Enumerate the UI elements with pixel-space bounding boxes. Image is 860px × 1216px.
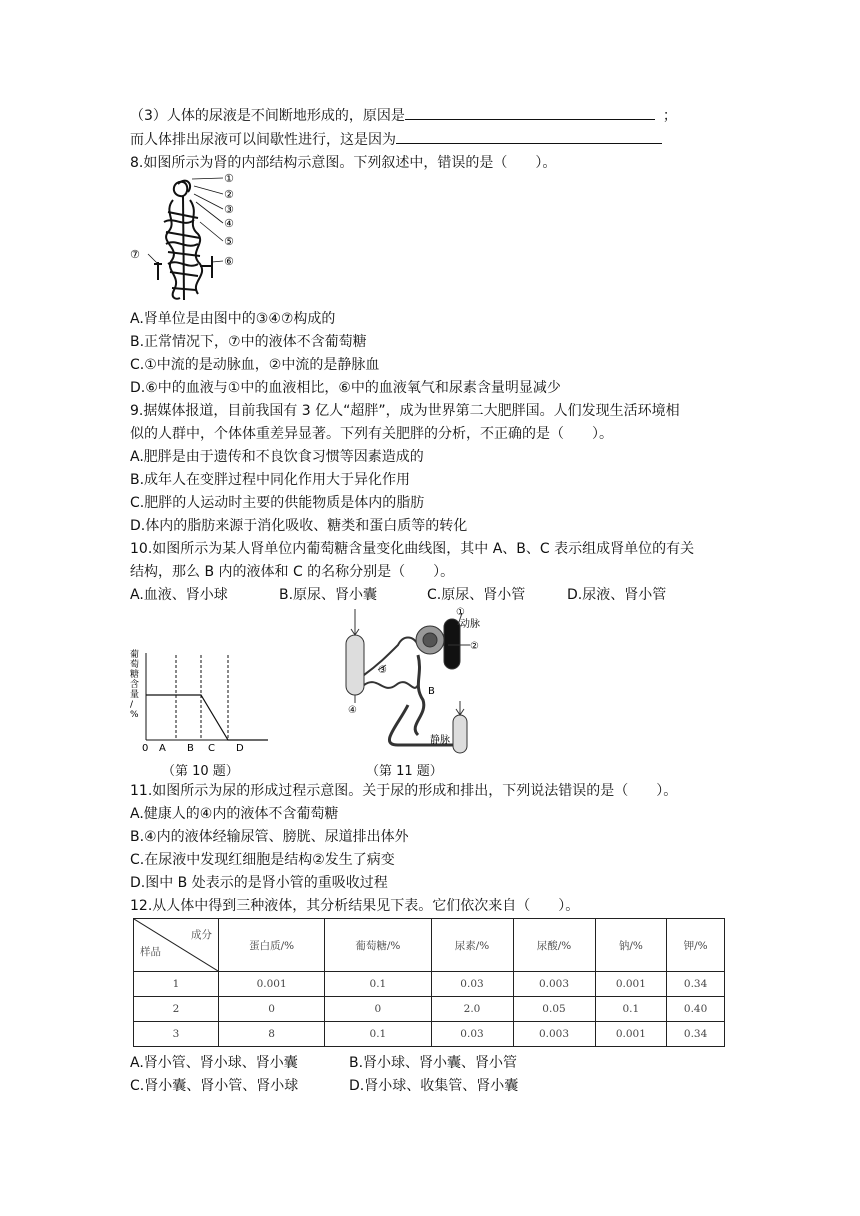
q11-option-b[interactable]: B.④内的液体经输尿管、膀胱、尿道排出体外 xyxy=(130,829,409,845)
glucose-chart xyxy=(126,645,276,755)
table-cell: 0.03 xyxy=(431,1022,513,1047)
q10-caption: （第 10 题） xyxy=(162,764,239,779)
q7-line2 xyxy=(130,129,662,151)
q9-option-c[interactable]: C.肥胖的人运动时主要的供能物质是体内的脂肪 xyxy=(130,495,425,511)
table-cell: 0.34 xyxy=(667,1022,725,1047)
table-cell: 0.001 xyxy=(595,1022,667,1047)
q10-option-a[interactable]: A.血液、肾小球 xyxy=(130,587,228,603)
table-corner-cell xyxy=(134,919,219,972)
q11-caption: （第 11 题） xyxy=(366,764,443,779)
q7-line1-text: （3）人体的尿液是不间断地形成的，原因是 xyxy=(130,108,405,124)
chart-ylabel-char: 葡 xyxy=(130,650,140,660)
q8-option-c[interactable]: C.①中流的是动脉血，②中流的是静脉血 xyxy=(130,357,380,373)
q12-option-c[interactable]: C.肾小囊、肾小管、肾小球 xyxy=(130,1078,299,1094)
table-header-uric-acid: 尿酸/% xyxy=(513,919,595,972)
fig8-label-2: ② xyxy=(224,188,234,201)
chart-ylabel-char: 糖 xyxy=(130,670,140,680)
q10-stem-1: 10.如图所示为某人肾单位内葡萄糖含量变化曲线图，其中 A、B、C 表示组成肾单位的有关 xyxy=(130,541,695,557)
table-header-urea: 尿素/% xyxy=(431,919,513,972)
q7-line2-text: 而人体排出尿液可以间歇性进行，这是因为 xyxy=(130,132,396,148)
table-cell: 0.003 xyxy=(513,972,595,997)
chart-x-tick: 0 xyxy=(142,743,149,754)
q12-option-a[interactable]: A.肾小管、肾小球、肾小囊 xyxy=(130,1055,298,1071)
table-cell: 0.001 xyxy=(595,972,667,997)
fig11-label-artery: 动脉 xyxy=(460,619,480,630)
q11-option-c[interactable]: C.在尿液中发现红细胞是结构②发生了病变 xyxy=(130,852,395,868)
q11-stem: 11.如图所示为尿的形成过程示意图。关于尿的形成和排出，下列说法错误的是（ ）。 xyxy=(130,783,678,799)
table-cell: 1 xyxy=(134,972,219,997)
table-cell: 2 xyxy=(134,997,219,1022)
table-row xyxy=(134,997,725,1022)
q9-option-a[interactable]: A.肥胖是由于遗传和不良饮食习惯等因素造成的 xyxy=(130,449,424,465)
chart-ylabel-char: 含 xyxy=(130,680,140,690)
table-cell: 3 xyxy=(134,1022,219,1047)
urine-formation-figure xyxy=(338,605,488,755)
fig8-label-5: ⑤ xyxy=(224,235,234,248)
q12-stem: 12.从人体中得到三种液体，其分析结果见下表。它们依次来自（ ）。 xyxy=(130,898,580,914)
table-cell: 0.03 xyxy=(431,972,513,997)
table-cell: 2.0 xyxy=(431,997,513,1022)
table-cell: 0 xyxy=(219,997,325,1022)
q11-option-d[interactable]: D.图中 B 处表示的是肾小管的重吸收过程 xyxy=(130,875,388,891)
fig11-label-vein: 静脉 xyxy=(430,735,450,746)
q12-option-d[interactable]: D.肾小球、收集管、肾小囊 xyxy=(349,1078,519,1094)
table-cell: 0.003 xyxy=(513,1022,595,1047)
table-cell: 0.05 xyxy=(513,997,595,1022)
table-cell: 0.34 xyxy=(667,972,725,997)
q9-option-b[interactable]: B.成年人在变胖过程中同化作用大于异化作用 xyxy=(130,472,411,488)
table-cell: 0.40 xyxy=(667,997,725,1022)
table-header-potassium: 钾/% xyxy=(667,919,725,972)
table-header-sodium: 钠/% xyxy=(595,919,667,972)
fig11-label-1: ① xyxy=(456,607,465,618)
q10-stem-2: 结构，那么 B 内的液体和 C 的名称分别是（ ）。 xyxy=(130,564,455,580)
q9-stem-1: 9.据媒体报道，目前我国有 3 亿人“超胖”，成为世界第二大肥胖国。人们发现生活环境相 xyxy=(130,403,680,419)
q11-option-a[interactable]: A.健康人的④内的液体不含葡萄糖 xyxy=(130,806,339,822)
chart-x-tick: D xyxy=(236,743,244,754)
table-cell: 0.1 xyxy=(325,972,431,997)
fig8-label-3: ③ xyxy=(224,203,234,216)
q7-line1-end: ； xyxy=(662,108,677,124)
table-cell: 0 xyxy=(325,997,431,1022)
answer-blank-2[interactable] xyxy=(396,129,662,144)
chart-ylabel xyxy=(130,648,139,720)
table-cell: 0.1 xyxy=(325,1022,431,1047)
fig11-label-3: ③ xyxy=(378,665,387,676)
chart-ylabel-char: / xyxy=(130,700,134,710)
fig8-label-6: ⑥ xyxy=(224,255,234,268)
q10-option-c[interactable]: C.原尿、肾小管 xyxy=(427,587,526,603)
table-corner-bottom: 样品 xyxy=(140,946,161,958)
chart-x-tick: C xyxy=(208,743,215,754)
table-corner-top: 成分 xyxy=(191,929,212,941)
q7-line1 xyxy=(130,105,677,127)
fig11-label-4: ④ xyxy=(348,705,357,716)
fig8-label-7: ⑦ xyxy=(130,248,140,261)
q12-option-b[interactable]: B.肾小球、肾小囊、肾小管 xyxy=(349,1055,518,1071)
answer-blank-1[interactable] xyxy=(405,105,655,120)
fig11-label-b: B xyxy=(428,686,435,697)
table-cell: 8 xyxy=(219,1022,325,1047)
chart-ylabel-char: % xyxy=(130,710,139,720)
table-row xyxy=(134,972,725,997)
fig8-label-1: ① xyxy=(224,172,234,185)
table-header-protein: 蛋白质/% xyxy=(219,919,325,972)
fluid-analysis-table xyxy=(133,918,725,1047)
q9-stem-2: 似的人群中，个体体重差异显著。下列有关肥胖的分析，不正确的是（ ）。 xyxy=(130,426,613,442)
q8-option-a[interactable]: A.肾单位是由图中的③④⑦构成的 xyxy=(130,311,336,327)
q8-option-b[interactable]: B.正常情况下，⑦中的液体不含葡萄糖 xyxy=(130,334,367,350)
chart-ylabel-char: 量 xyxy=(130,690,140,700)
q10-option-d[interactable]: D.尿液、肾小管 xyxy=(567,587,667,603)
table-cell: 0.1 xyxy=(595,997,667,1022)
chart-x-tick: B xyxy=(187,743,194,754)
chart-x-tick: A xyxy=(159,743,166,754)
q8-option-d[interactable]: D.⑥中的血液与①中的血液相比，⑥中的血液氧气和尿素含量明显减少 xyxy=(130,380,561,396)
table-header-glucose: 葡萄糖/% xyxy=(325,919,431,972)
table-row xyxy=(134,1022,725,1047)
q8-stem: 8.如图所示为肾的内部结构示意图。下列叙述中，错误的是（ ）。 xyxy=(130,155,557,171)
fig8-label-4: ④ xyxy=(224,217,234,230)
table-cell: 0.001 xyxy=(219,972,325,997)
q9-option-d[interactable]: D.体内的脂肪来源于消化吸收、糖类和蛋白质等的转化 xyxy=(130,518,468,534)
chart-glucose-line xyxy=(146,695,268,740)
q10-option-b[interactable]: B.原尿、肾小囊 xyxy=(279,587,378,603)
fig11-label-2: ② xyxy=(470,641,479,652)
chart-ylabel-char: 萄 xyxy=(130,660,140,670)
nephron-figure xyxy=(128,172,243,304)
